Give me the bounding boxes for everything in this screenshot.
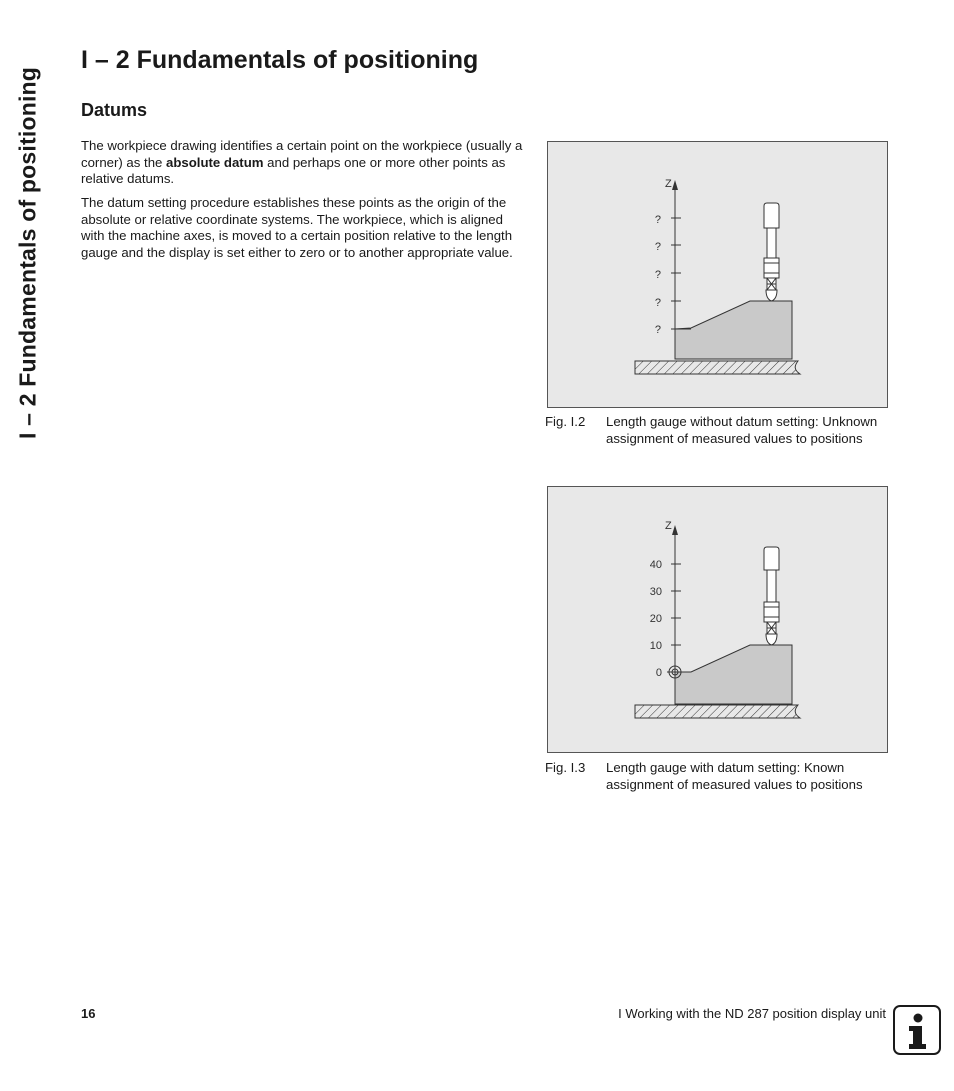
paragraph1-text-a: The workpiece drawing identifies a certain point on the workpiece (usually a corner) as the [81, 138, 523, 170]
tick-label-5: ? [654, 324, 661, 336]
figure1-number: Fig. I.2 [545, 414, 586, 429]
length-gauge [764, 547, 779, 645]
paragraph1-bold-term: absolute datum [166, 154, 264, 170]
z-axis-label: Z [665, 520, 672, 532]
z-axis-arrow [672, 180, 678, 190]
machine-table [635, 705, 800, 718]
z-axis-arrow [672, 525, 678, 535]
tick-label-4: ? [654, 297, 661, 309]
tick-label-2: ? [654, 241, 661, 253]
paragraph-datum-setting: The datum setting procedure establishes these points as the origin of the absolute or relative coordinate systems. The workpiece, which is aligned with the machine axes, is moved to a certain position relative to the length gauge and the display is set either to zero or to another appropriate value. [81, 195, 513, 260]
figure1-caption-text: Length gauge without datum setting: Unknown assignment of measured values to positions [606, 414, 878, 446]
paragraph-absolute-datum [81, 138, 526, 188]
figure-length-gauge-with-datum [547, 486, 888, 753]
figure2-diagram [548, 487, 889, 754]
workpiece [675, 645, 792, 704]
workpiece [675, 301, 792, 359]
info-icon [893, 1005, 941, 1055]
figure2-number: Fig. I.3 [545, 760, 586, 775]
info-icon-glyph [895, 1007, 939, 1053]
figure1-diagram [548, 142, 889, 409]
machine-table [635, 361, 800, 374]
side-chapter-title-text: I – 2 Fundamentals of positioning [14, 66, 41, 440]
figure2-caption-text: Length gauge with datum setting: Known assignment of measured values to positions [606, 760, 863, 792]
tick-label-1: ? [654, 214, 661, 226]
side-chapter-title [10, 48, 46, 458]
z-axis-label: Z [665, 178, 672, 190]
paragraph1-text-b: and perhaps one or more other points as relative datums. [81, 154, 506, 186]
tick-label-0: 0 [655, 667, 662, 679]
section-heading: Datums [81, 100, 148, 120]
tick-label-30: 30 [649, 586, 662, 598]
tick-label-40: 40 [649, 559, 662, 571]
page-title: I – 2 Fundamentals of positioning [81, 46, 479, 74]
footer-chapter-title: I Working with the ND 287 position display unit [618, 1006, 886, 1021]
length-gauge [764, 203, 779, 301]
tick-label-3: ? [654, 269, 661, 281]
tick-label-10: 10 [649, 640, 662, 652]
page-number: 16 [81, 1006, 96, 1021]
tick-label-20: 20 [649, 613, 662, 625]
figure-length-gauge-no-datum [547, 141, 888, 408]
